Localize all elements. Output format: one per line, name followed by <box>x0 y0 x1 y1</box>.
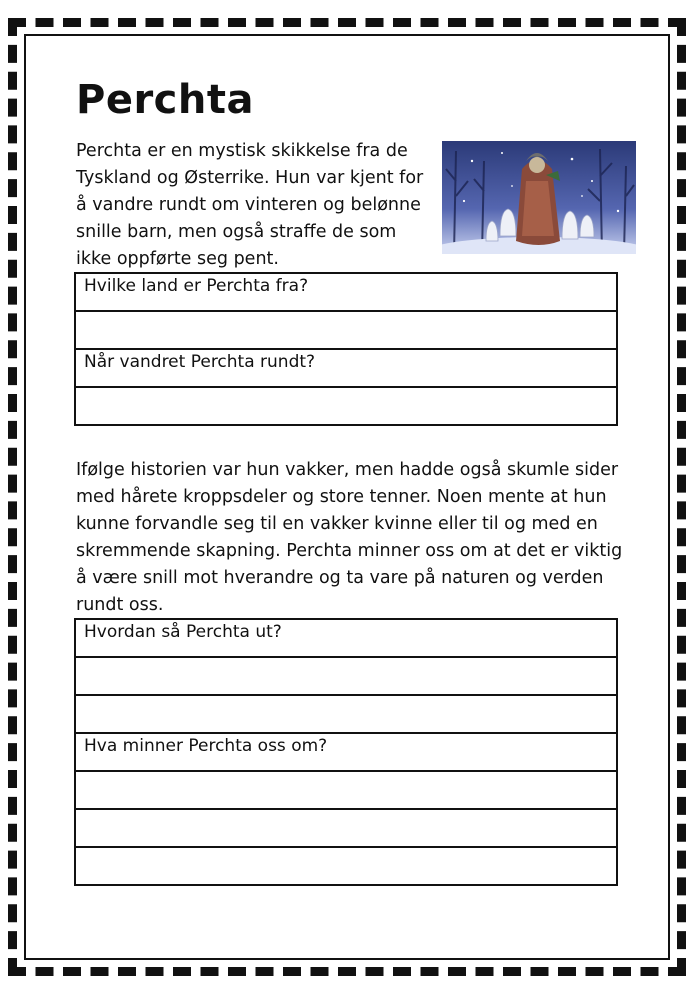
answer-line[interactable] <box>75 771 617 809</box>
perchta-illustration <box>442 141 636 254</box>
question-label: Hvordan så Perchta ut? <box>75 619 617 657</box>
intro-paragraph: Perchta er en mystisk skikkelse fra de Tyskland og Østerrike. Hun var kjent for å vandre rundt om vinteren og belønne snille barn, men også straffe de som ikke oppførte seg pent. <box>76 141 424 269</box>
page-title: Perchta <box>76 77 254 123</box>
answer-line[interactable] <box>75 387 617 425</box>
questions-table-1 <box>74 272 618 426</box>
answer-line[interactable] <box>75 657 617 695</box>
question-label: Hva minner Perchta oss om? <box>75 733 617 771</box>
body-paragraph: Ifølge historien var hun vakker, men hadde også skumle sider med hårete kroppsdeler og store tenner. Noen mente at hun kunne forvandle seg til en vakker kvinne eller til og med en skremmende skapning. Perchta minner oss om at det er viktig å være snill mot hverandre og ta vare på naturen og verden rundt oss. <box>76 460 623 615</box>
answer-line[interactable] <box>75 695 617 733</box>
answer-line[interactable] <box>75 311 617 349</box>
question-label: Hvilke land er Perchta fra? <box>75 273 617 311</box>
questions-table-2 <box>74 618 618 886</box>
answer-line[interactable] <box>75 847 617 885</box>
question-label: Når vandret Perchta rundt? <box>75 349 617 387</box>
answer-line[interactable] <box>75 809 617 847</box>
